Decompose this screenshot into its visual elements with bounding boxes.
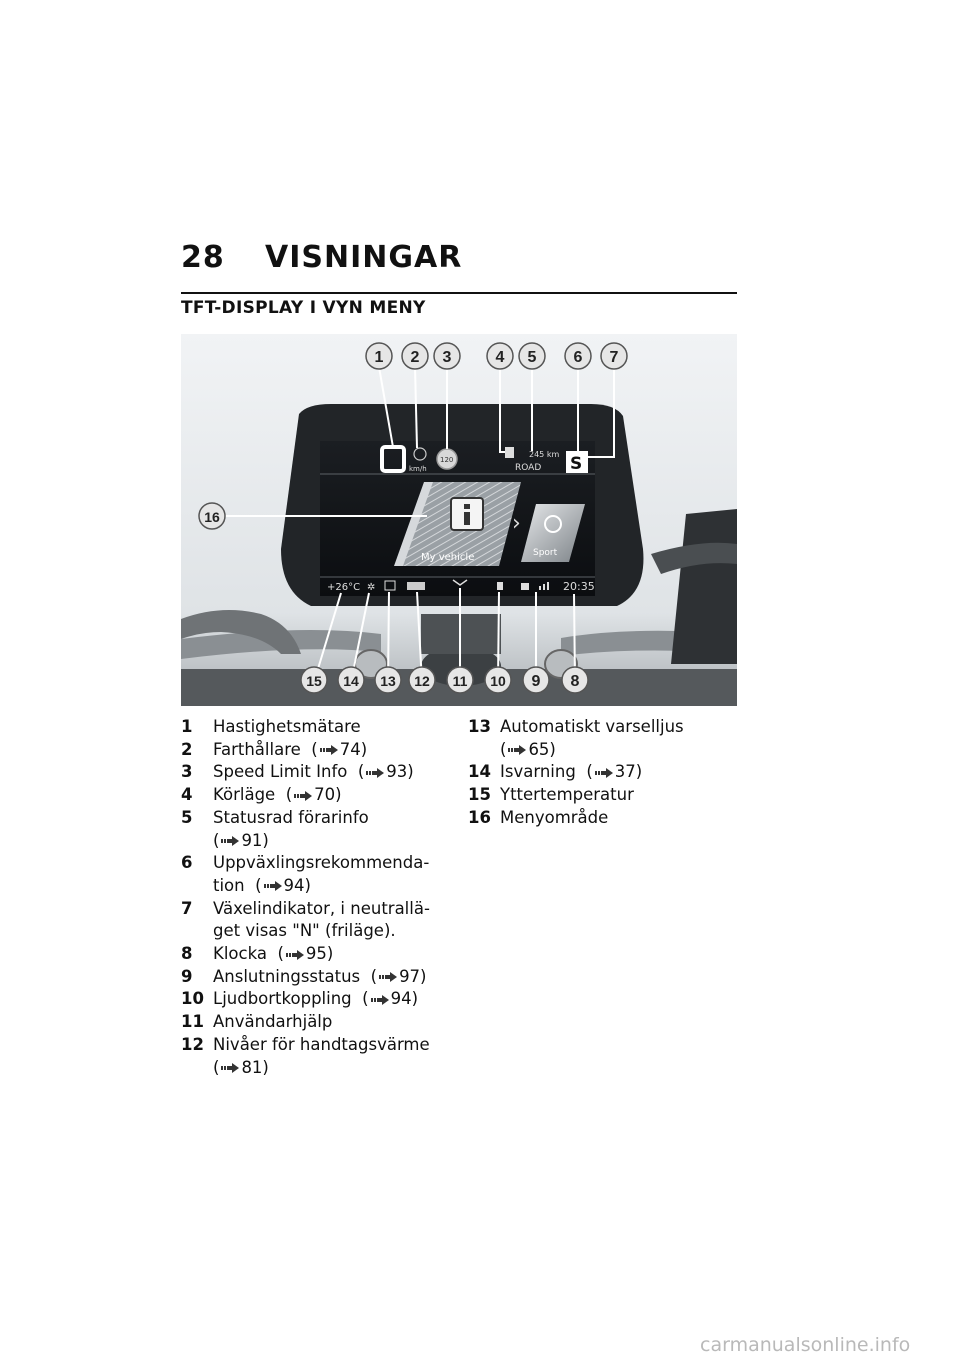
callout-1 [366, 343, 392, 369]
callout-14 [338, 667, 364, 693]
callout-11 [447, 667, 473, 693]
legend-text [213, 943, 437, 966]
page-reference-number: 97) [399, 966, 427, 986]
svg-text:4: 4 [495, 349, 505, 366]
legend-text-line: Speed Limit Info [213, 762, 348, 782]
next-menu-label: Sport [533, 548, 558, 558]
legend-item [181, 988, 437, 1011]
svg-text:1: 1 [374, 349, 384, 366]
svg-text:16: 16 [204, 509, 220, 525]
legend-text [213, 852, 437, 897]
callout-10 [485, 667, 511, 693]
page-reference-arrow-icon [508, 745, 526, 755]
page-number: 28 [181, 240, 225, 275]
svg-text:13: 13 [380, 673, 396, 689]
legend-number: 10 [181, 989, 204, 1009]
legend-text [500, 716, 738, 761]
legend-text-line: Isvarning [500, 762, 576, 782]
svg-text:10: 10 [490, 673, 506, 689]
legend-number: 16 [468, 807, 491, 827]
legend-item [181, 1011, 437, 1034]
legend-item [181, 943, 437, 966]
callout-16 [199, 503, 225, 529]
callout-5 [519, 343, 545, 369]
svg-text:›: › [512, 511, 521, 536]
legend-number: 6 [181, 853, 193, 873]
legend-item [181, 1034, 437, 1079]
page-reference-number: 81) [241, 1057, 269, 1077]
svg-text:14: 14 [343, 673, 359, 689]
page-reference[interactable]: ( 95) [277, 944, 334, 964]
legend-text-line: get visas "N" (friläge). [213, 921, 396, 941]
shift-indicator: S [570, 454, 583, 474]
page-reference-arrow-icon [221, 1063, 239, 1073]
legend-text [213, 1034, 437, 1079]
page-reference-number: 94) [283, 875, 311, 895]
svg-text:5: 5 [527, 349, 537, 366]
page-reference-arrow-icon [595, 768, 613, 778]
legend-text [500, 761, 738, 784]
legend-item [468, 761, 738, 784]
callout-6 [565, 343, 591, 369]
svg-text:11: 11 [452, 673, 468, 689]
legend-number: 8 [181, 944, 193, 964]
legend-number: 11 [181, 1012, 204, 1032]
legend-text-line: Uppväxlingsrekommenda- [213, 853, 430, 873]
legend-text [213, 761, 437, 784]
legend-item [181, 807, 437, 852]
page-reference-arrow-icon [320, 745, 338, 755]
svg-text:6: 6 [573, 349, 583, 366]
legend-text-line: Hastighetsmätare [213, 717, 361, 736]
legend-text [213, 966, 437, 989]
legend-text-line: Användarhjälp [213, 1012, 333, 1032]
legend-number: 5 [181, 807, 193, 827]
callout-12 [409, 667, 435, 693]
page-reference-arrow-icon [294, 791, 312, 801]
legend-text [500, 784, 738, 807]
legend-text-line: Klocka [213, 944, 267, 964]
menu-label: My vehicle [421, 552, 475, 563]
legend-text-line: Körläge [213, 785, 276, 805]
page-reference-number: 37) [614, 762, 643, 782]
legend-number: 3 [181, 762, 193, 782]
legend-number: 9 [181, 966, 193, 986]
legend-text-line: Statusrad förarinfo [213, 807, 369, 827]
legend-item [468, 716, 738, 761]
svg-text:12: 12 [414, 673, 430, 689]
page-reference[interactable]: ( 93) [357, 762, 414, 782]
svg-text:9: 9 [531, 673, 541, 690]
legend-number: 12 [181, 1034, 204, 1054]
legend-text [213, 1011, 437, 1034]
legend-text-line: Nivåer för handtagsvärme [213, 1034, 430, 1054]
legend-item [468, 784, 738, 807]
page-reference-arrow-icon [379, 972, 397, 982]
legend-text-line: Menyområde [500, 807, 609, 827]
svg-text:3: 3 [442, 349, 452, 366]
watermark: carmanualsonline.info [700, 1334, 911, 1356]
page-reference-number: 94) [390, 989, 419, 1009]
legend-text-line: Yttertemperatur [500, 785, 634, 805]
chapter-title: VISNINGAR [265, 240, 463, 275]
legend-text [500, 807, 738, 830]
legend-number: 15 [468, 785, 491, 805]
legend-number: 7 [181, 898, 193, 918]
speed-limit-value: 120 [440, 456, 454, 464]
legend-item [181, 739, 437, 762]
callout-13 [375, 667, 401, 693]
dashboard-photo [181, 334, 737, 706]
section-title: TFT-DISPLAY I VYN MENY [181, 298, 426, 318]
callout-8 [562, 667, 588, 693]
legend-text-line: Anslutningsstatus [213, 966, 361, 986]
page-reference-arrow-icon [366, 768, 384, 778]
clock-value: 20:35 [563, 580, 595, 593]
svg-text:✲: ✲ [367, 582, 376, 593]
legend-text [213, 739, 437, 762]
svg-text:7: 7 [609, 349, 619, 366]
legend-number: 4 [181, 785, 193, 805]
legend-text-line: Automatiskt varselljus [500, 717, 684, 736]
page-reference[interactable]: ( 94) [255, 875, 311, 895]
legend-text-line: tion [213, 875, 245, 895]
page-reference-arrow-icon [286, 950, 304, 960]
page-reference[interactable]: ( 81) [213, 1057, 269, 1077]
legend-text-line: Växelindikator, i neutrallä- [213, 898, 430, 918]
legend-number: 2 [181, 739, 193, 759]
page-reference[interactable]: ( 94) [362, 989, 419, 1009]
callout-9 [523, 667, 549, 693]
range-value: 245 km [529, 450, 560, 459]
legend-number: 13 [468, 717, 491, 736]
legend-left [181, 716, 437, 1079]
callout-7 [601, 343, 627, 369]
svg-text:2: 2 [410, 349, 420, 366]
legend-text [213, 807, 437, 852]
legend-number: 14 [468, 762, 491, 782]
page-reference-arrow-icon [264, 881, 282, 891]
page-reference-number: 70) [314, 785, 342, 805]
legend-item [181, 898, 437, 943]
svg-text:15: 15 [306, 673, 322, 689]
outside-temperature: +26°C [327, 582, 361, 593]
speed-unit: km/h [409, 465, 427, 473]
page-reference-arrow-icon [371, 995, 389, 1005]
page-reference[interactable]: ( 70) [285, 785, 342, 805]
legend-right [468, 716, 738, 830]
legend-item [181, 716, 437, 739]
page-reference[interactable]: ( 74) [311, 739, 368, 759]
legend-item [468, 807, 738, 830]
page-reference[interactable]: ( 97) [370, 966, 427, 986]
legend-item [181, 761, 437, 784]
legend-text-line: Farthållare [213, 739, 301, 759]
page-reference-number: 95) [305, 944, 334, 964]
page-reference-number: 91) [241, 830, 269, 850]
legend-item [181, 784, 437, 807]
callout-3 [434, 343, 460, 369]
legend-number: 1 [181, 717, 193, 736]
page-reference[interactable]: ( 91) [213, 830, 269, 850]
legend-text [213, 898, 437, 943]
legend-text [213, 784, 437, 807]
legend-item [181, 966, 437, 989]
page-reference[interactable]: ( 65) [500, 739, 556, 759]
legend-item [181, 852, 437, 897]
page-reference-number: 74) [339, 739, 368, 759]
callout-4 [487, 343, 513, 369]
page-reference[interactable]: ( 37) [586, 762, 643, 782]
header-rule [181, 292, 737, 294]
ride-mode: ROAD [515, 463, 542, 473]
callout-2 [402, 343, 428, 369]
legend-text-line: Ljudbortkoppling [213, 989, 352, 1009]
page-reference-arrow-icon [221, 836, 239, 846]
legend-text [213, 716, 437, 739]
page-reference-number: 93) [386, 762, 414, 782]
svg-text:8: 8 [570, 673, 580, 690]
legend-text [213, 988, 437, 1011]
callout-15 [301, 667, 327, 693]
page-reference-number: 65) [528, 739, 556, 759]
